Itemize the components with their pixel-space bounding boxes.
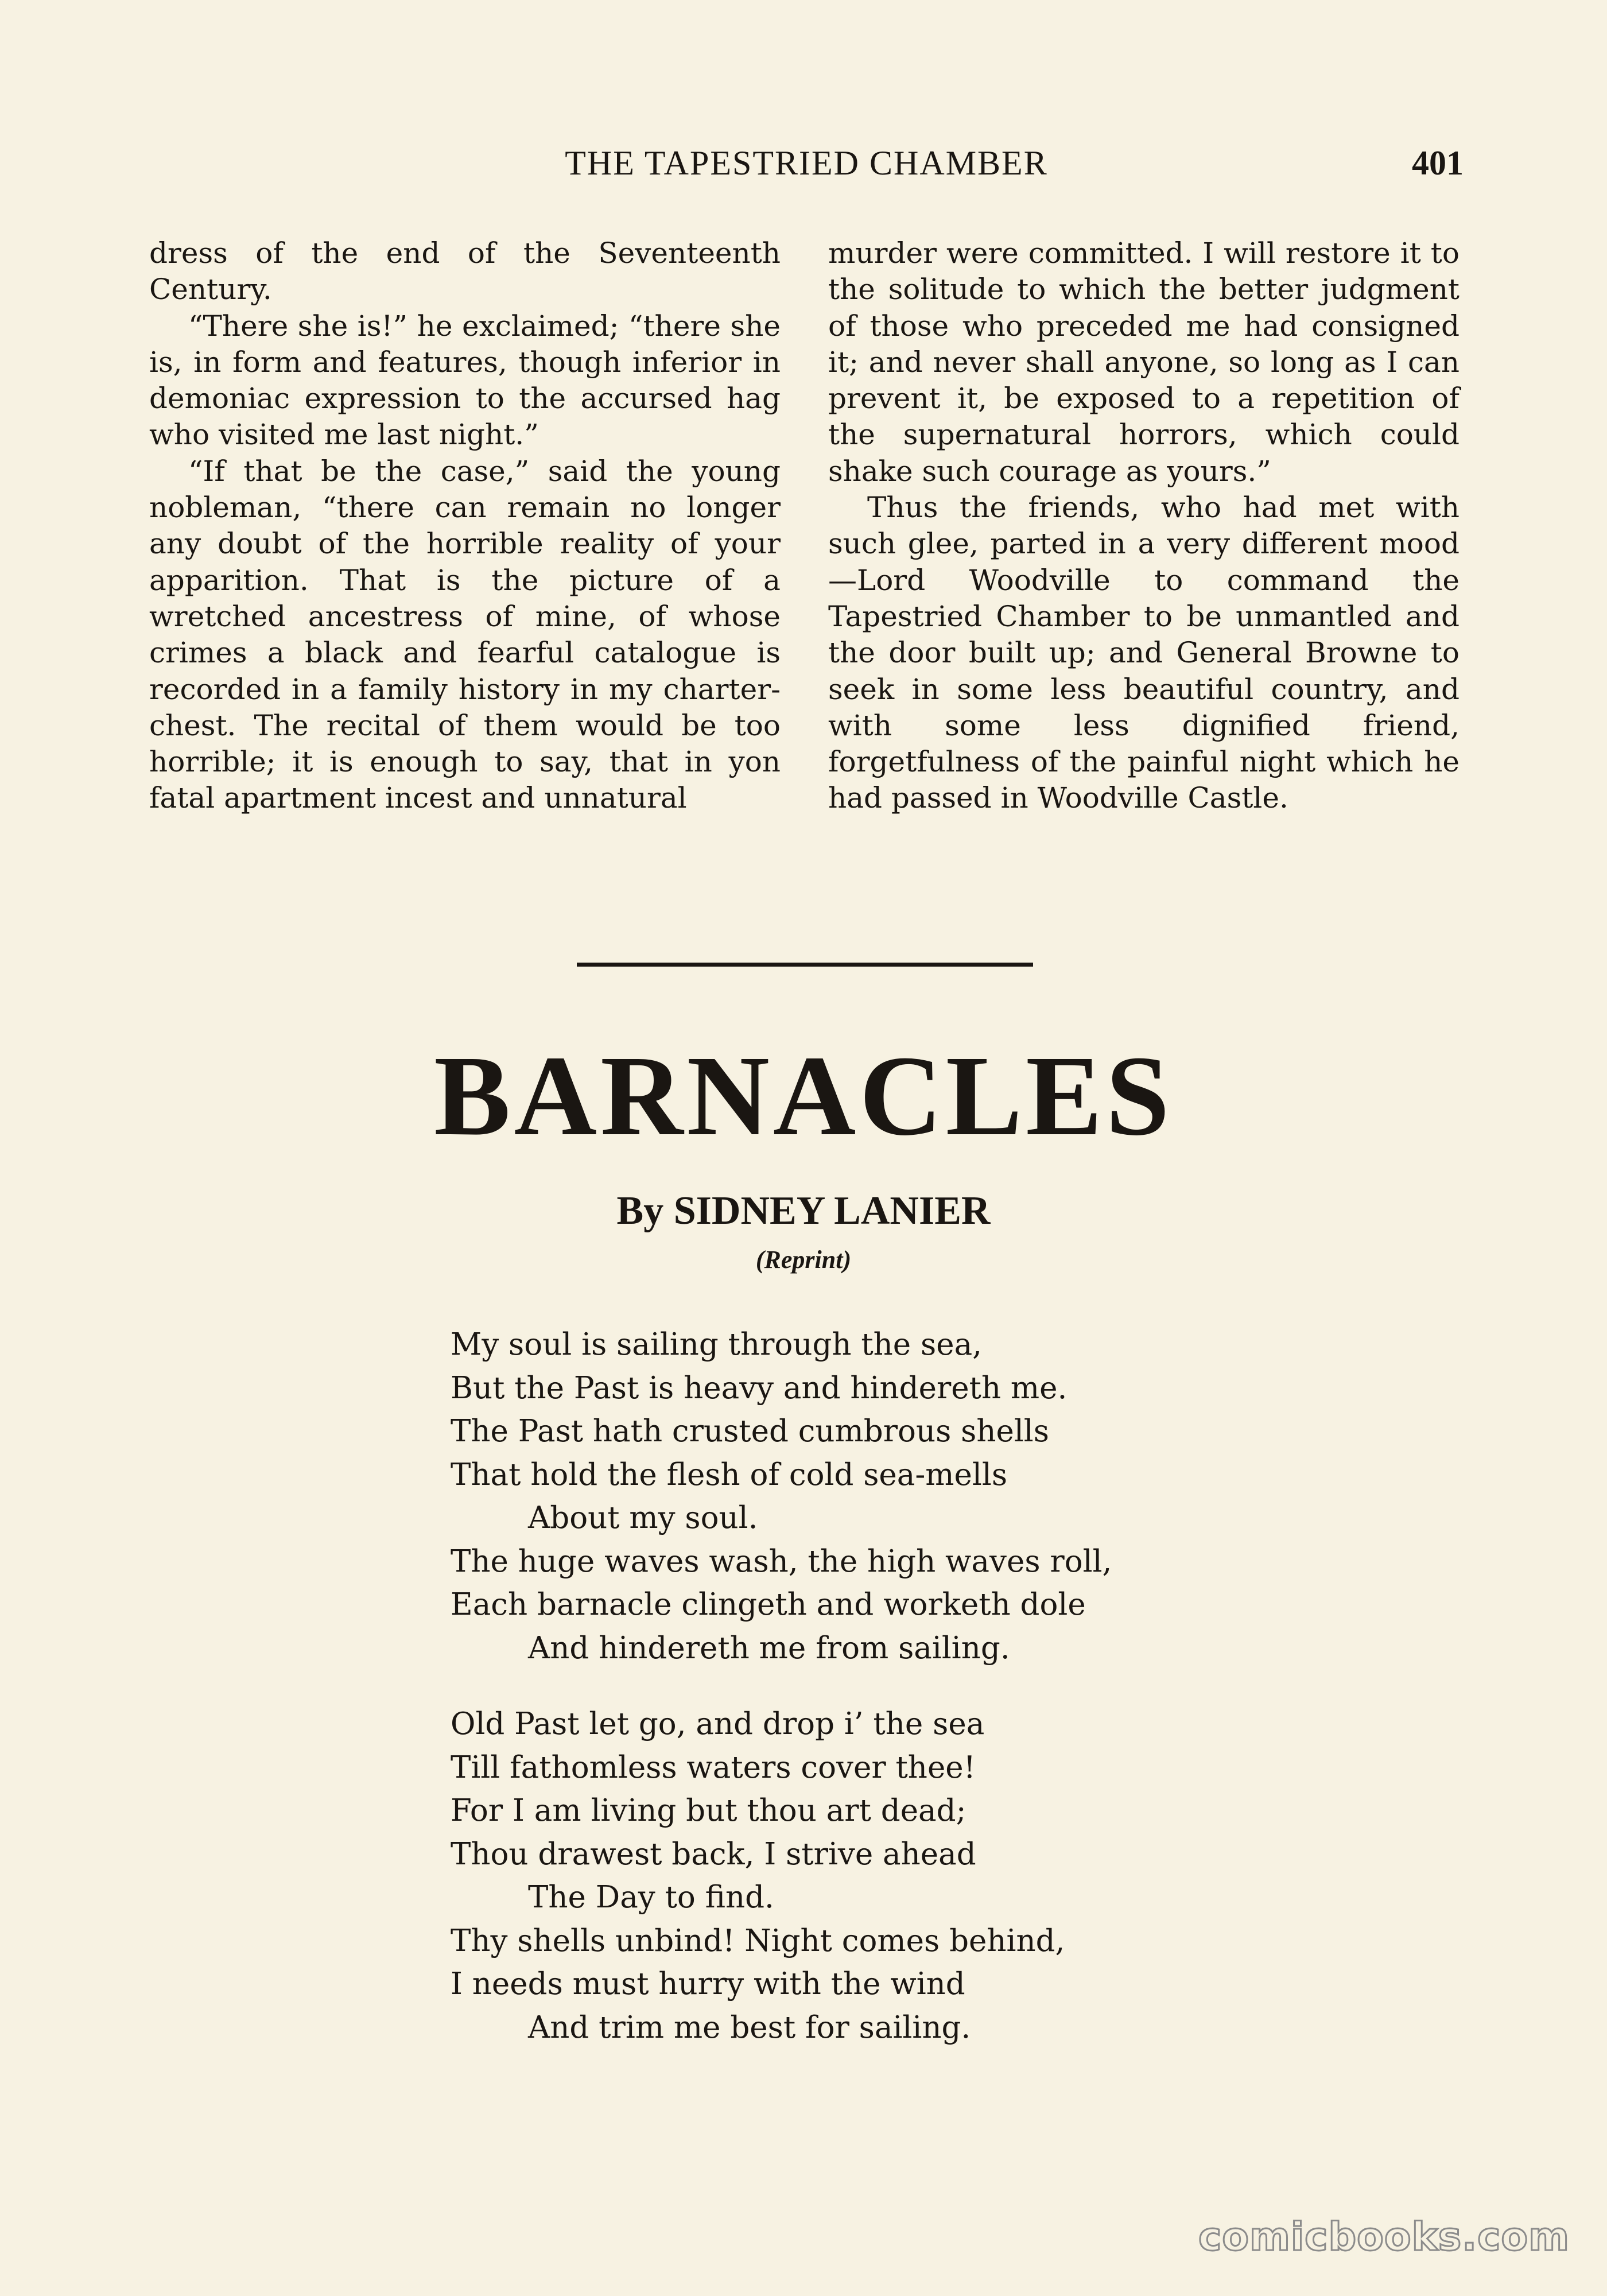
poem-line: Old Past let go, and drop i’ the sea — [451, 1707, 985, 1742]
section-divider — [577, 963, 1033, 967]
poem-line: But the Past is heavy and hindereth me. — [451, 1370, 1068, 1406]
poem-line: Thy shells unbind! Night comes behind, — [451, 1923, 1065, 1958]
stanza — [451, 1323, 1311, 1670]
paragraph: Thus the friends, who had met with such glee, parted in a very different mood—Lord Woodville to command the Tapestried Chamber to be unmantled and the door built up; and General Browne to seek in some less beautiful country, and with some less dignified friend, forgetfulness of the painful night which he had passed in Woodville Castle. — [828, 491, 1460, 815]
paragraph: murder were committed. I will restore it to the solitude to which the better judgment of those who preceded me had consigned it; and never shall anyone, so long as I can prevent it, be exposed to a repetition of the supernatural horrors, which could shake such courage as yours.” — [828, 236, 1460, 488]
poem-line: The huge waves wash, the high waves roll, — [451, 1543, 1112, 1579]
paragraph: dress of the end of the Seventeenth Century. — [149, 236, 781, 307]
site-watermark: comicbooks.com — [1198, 2214, 1570, 2260]
poem-line: About my soul. — [528, 1500, 758, 1535]
paragraph: “There she is!” he exclaimed; “there she is, in form and features, though inferior in demoniac expression to the accursed hag who visited me last night.” — [149, 309, 781, 452]
running-head — [149, 144, 1464, 184]
poem-line: I needs must hurry with the wind — [451, 1967, 965, 2002]
poem-line: And hindereth me from sailing. — [528, 1630, 1010, 1666]
poem-line: Each barnacle clingeth and worketh dole — [451, 1587, 1086, 1622]
poem-byline: By SIDNEY LANIER — [616, 1189, 991, 1233]
running-title: THE TAPESTRIED CHAMBER — [565, 144, 1048, 182]
poem-line: The Day to find. — [528, 1880, 774, 1915]
reprint-note: (Reprint) — [755, 1246, 852, 1274]
poem-line: The Past hath crusted cumbrous shells — [451, 1414, 1049, 1449]
right-column — [828, 235, 1460, 817]
paragraph: “If that be the case,” said the young nobleman, “there can remain no longer any doubt of the horrible reality of your apparition. That is the picture of a wretched ancestress of mine, of whose crimes a black and fearful catalogue is recorded in a family history in my charter-chest. The recital of them would be too horrible; it is enough to say, that in yon fatal apartment incest and unnatural — [149, 454, 781, 815]
poem-line: That hold the flesh of cold sea-mells — [451, 1457, 1008, 1492]
poem-line: For I am living but thou art dead; — [451, 1793, 966, 1828]
poem-line: My soul is sailing through the sea, — [451, 1327, 983, 1362]
stanza — [451, 1702, 1311, 2049]
poem-line: And trim me best for sailing. — [528, 2010, 971, 2045]
page-number: 401 — [1412, 144, 1464, 182]
left-column — [149, 235, 781, 817]
poem-body — [451, 1323, 1311, 2049]
poem-line: Thou drawest back, I strive ahead — [451, 1836, 976, 1872]
poem-line: Till fathomless waters cover thee! — [451, 1750, 976, 1785]
poem-title: BARNACLES — [434, 1033, 1173, 1159]
